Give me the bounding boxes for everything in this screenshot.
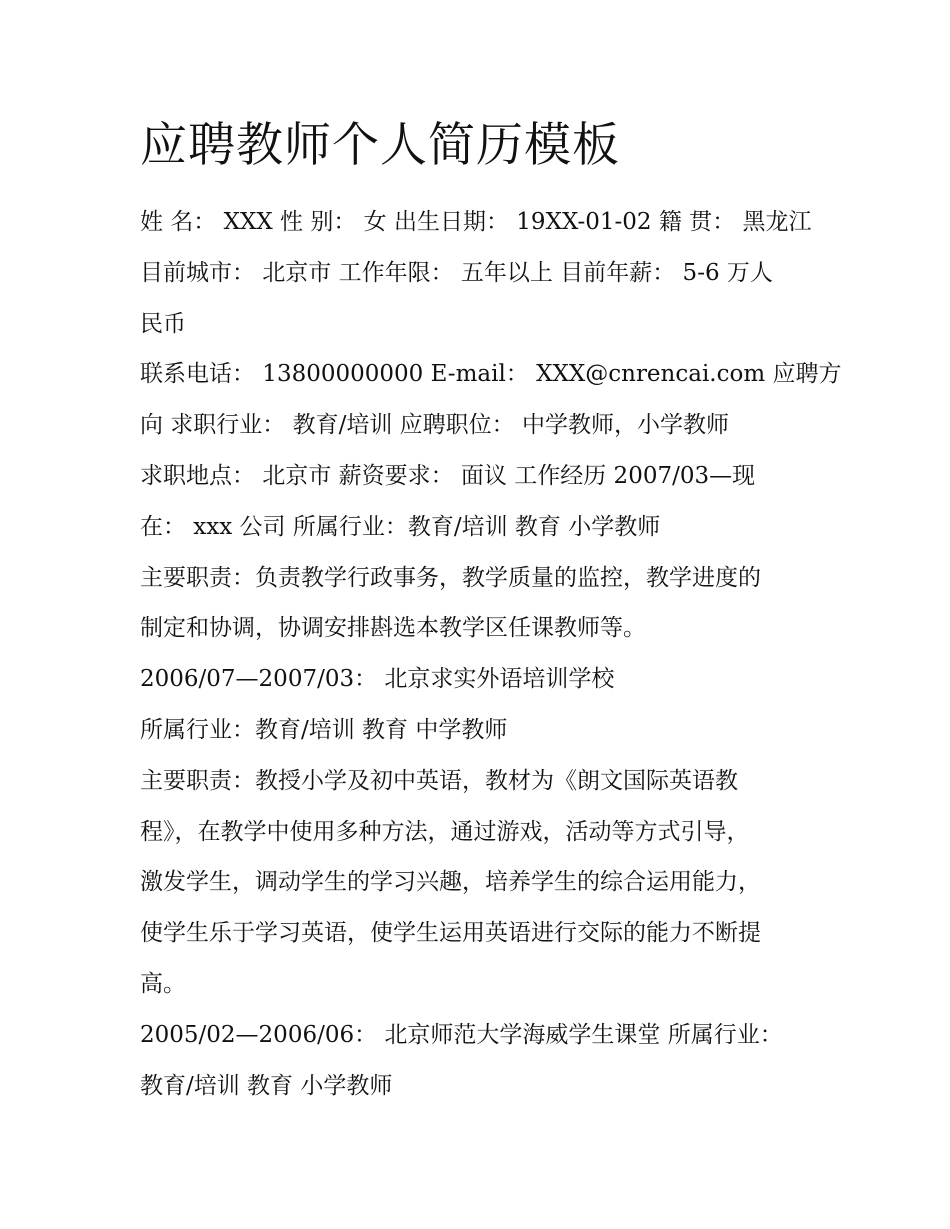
- text-line: 所属行业：教育/培训 教育 中学教师: [140, 716, 508, 743]
- document-title: 应聘教师个人简历模板: [140, 118, 620, 173]
- text-line: 求职地点： 北京市 薪资要求： 面议 工作经历 2007/03—现: [140, 462, 756, 489]
- text-line: 在： xxx 公司 所属行业：教育/培训 教育 小学教师: [140, 513, 661, 540]
- text-line: 2005/02—2006/06： 北京师范大学海威学生课堂 所属行业：: [140, 1021, 783, 1048]
- text-line: 姓 名： XXX 性 别： 女 出生日期： 19XX-01-02 籍 贯： 黑龙江: [140, 209, 812, 235]
- text-line: 联系电话： 13800000000 E-mail： XXX@cnrencai.com 应聘方: [140, 361, 842, 388]
- text-line: 向 求职行业： 教育/培训 应聘职位： 中学教师，小学教师: [140, 412, 729, 439]
- text-line: 教育/培训 教育 小学教师: [140, 1072, 393, 1099]
- text-line: 高。: [140, 970, 186, 997]
- text-line: 激发学生，调动学生的学习兴趣，培养学生的综合运用能力，: [140, 869, 761, 896]
- text-line: 2006/07—2007/03： 北京求实外语培训学校: [140, 666, 615, 693]
- text-line: 使学生乐于学习英语，使学生运用英语进行交际的能力不断提: [140, 920, 761, 947]
- text-line: 主要职责：教授小学及初中英语，教材为《朗文国际英语教: [140, 767, 738, 794]
- text-line: 民币: [140, 310, 186, 337]
- text-line: 程》，在教学中使用多种方法，通过游戏，活动等方式引导，: [140, 818, 750, 845]
- text-line: 目前城市： 北京市 工作年限： 五年以上 目前年薪： 5-6 万人: [140, 259, 773, 286]
- document-body: [140, 197, 842, 1111]
- text-line: 主要职责：负责教学行政事务，教学质量的监控，教学进度的: [140, 564, 761, 591]
- text-line: 制定和协调，协调安排斟选本教学区任课教师等。: [140, 615, 646, 642]
